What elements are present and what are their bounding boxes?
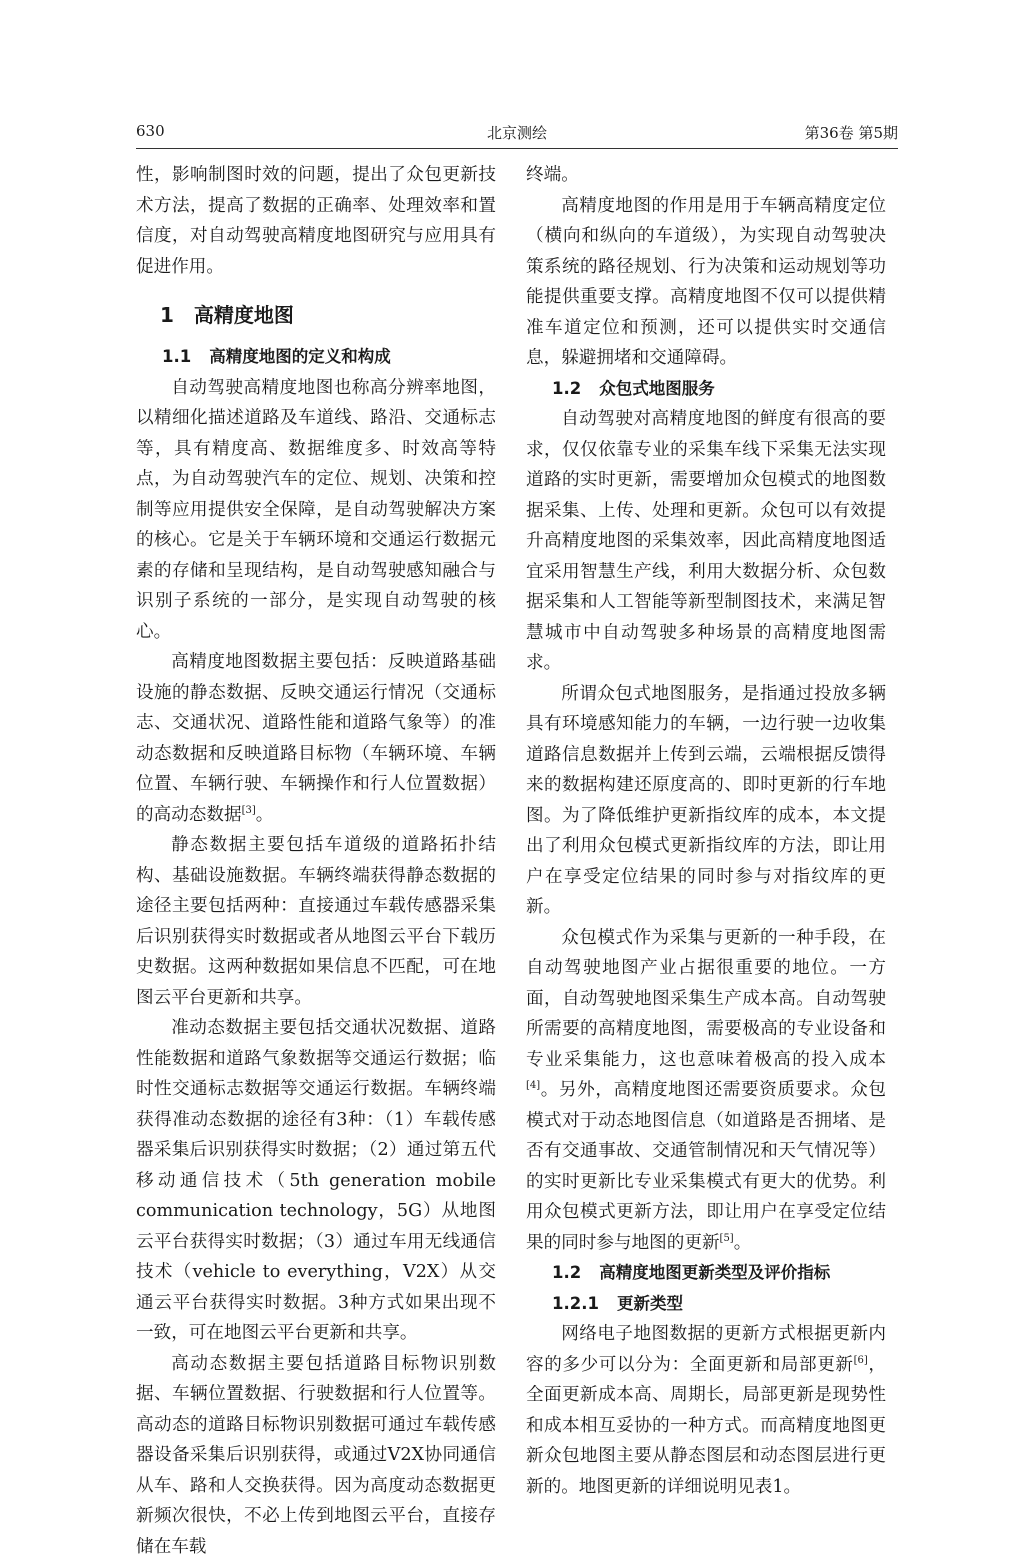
subsection-title: 众包式地图服务	[599, 379, 715, 398]
paragraph: 自动驾驶对高精度地图的鲜度有很高的要求，仅仅依靠专业的采集车线下采集无法实现道路的实时更新，需要增加众包模式的地图数据采集、上传、处理和更新。众包可以有效提升高精度地图的采集效率，因此高精度地图适宜采用智慧生产线，利用大数据分析、众包数据采集和人工智能等新型制图技术，来满足智慧城市中自动驾驶多种场景的高精度地图需求。	[526, 404, 886, 679]
section-number: 1	[160, 303, 174, 327]
left-column	[136, 160, 496, 1562]
citation: [6]	[854, 1355, 868, 1366]
paragraph-text: 。另外，高精度地图还需要资质要求。众包模式对于动态地图信息（如道路是否拥堵、是否有交通事故、交通管制情况和天气情况等）的实时更新比专业采集模式有更大的优势。利用众包模式更新方法，即让用户在享受定位结果的同时参与地图的更新	[526, 1080, 886, 1253]
right-column	[526, 160, 886, 1502]
paragraph-text: 众包模式作为采集与更新的一种手段，在自动驾驶地图产业占据很重要的地位。一方面，自动驾驶地图采集生产成本高。自动驾驶所需要的高精度地图，需要极高的专业设备和专业采集能力，这也意味着极高的投入成本	[526, 928, 886, 1070]
subsection-title: 高精度地图更新类型及评价指标	[599, 1263, 830, 1282]
paragraph: 性，影响制图时效的问题，提出了众包更新技术方法，提高了数据的正确率、处理效率和置信度，对自动驾驶高精度地图研究与应用具有促进作用。	[136, 160, 496, 282]
paragraph	[526, 1319, 886, 1502]
citation: [5]	[720, 1233, 734, 1244]
citation: [3]	[242, 805, 256, 816]
subsubsection-heading	[526, 1289, 886, 1320]
paragraph: 所谓众包式地图服务，是指通过投放多辆具有环境感知能力的车辆，一边行驶一边收集道路信息数据并上传到云端，云端根据反馈得来的数据构建还原度高的、即时更新的行车地图。为了降低维护更新指纹库的成本，本文提出了利用众包模式更新指纹库的方法，即让用户在享受定位结果的同时参与对指纹库的更新。	[526, 679, 886, 923]
section-title: 高精度地图	[194, 303, 294, 327]
running-header	[136, 120, 898, 149]
subsubsection-number: 1.2.1	[552, 1294, 599, 1313]
paragraph-text: 。	[256, 805, 274, 825]
section-heading	[136, 298, 496, 332]
paragraph	[136, 647, 496, 830]
paragraph	[526, 923, 886, 1259]
journal-name: 北京测绘	[136, 122, 898, 143]
paragraph-text: 网络电子地图数据的更新方式根据更新内容的多少可以分为：全面更新和局部更新	[526, 1324, 886, 1375]
page-number: 630	[136, 122, 165, 140]
subsection-heading	[136, 342, 496, 373]
paragraph: 高精度地图的作用是用于车辆高精度定位（横向和纵向的车道级），为实现自动驾驶决策系统的路径规划、行为决策和运动规划等功能提供重要支撑。高精度地图不仅可以提供精准车道定位和预测，还可以提供实时交通信息，躲避拥堵和交通障碍。	[526, 191, 886, 374]
paragraph-text: ，全面更新成本高、周期长，局部更新是现势性和成本相互妥协的一种方式。而高精度地图更新众包地图主要从静态图层和动态图层进行更新的。地图更新的详细说明见表1。	[526, 1355, 886, 1497]
subsection-title: 高精度地图的定义和构成	[209, 347, 391, 366]
subsection-heading	[526, 374, 886, 405]
subsection-heading	[526, 1258, 886, 1289]
subsubsection-title: 更新类型	[617, 1294, 683, 1313]
volume-issue: 第36卷 第5期	[805, 122, 898, 143]
subsection-number: 1.2	[552, 379, 581, 398]
citation: [4]	[526, 1080, 540, 1091]
paragraph: 静态数据主要包括车道级的道路拓扑结构、基础设施数据。车辆终端获得静态数据的途径主要包括两种：直接通过车载传感器采集后识别获得实时数据或者从地图云平台下载历史数据。这两种数据如果信息不匹配，可在地图云平台更新和共享。	[136, 830, 496, 1013]
paragraph-text: 高精度地图数据主要包括：反映道路基础设施的静态数据、反映交通运行情况（交通标志、交通状况、道路性能和道路气象等）的准动态数据和反映道路目标物（车辆环境、车辆位置、车辆行驶、车辆操作和行人位置数据）的高动态数据	[136, 652, 496, 825]
paragraph: 自动驾驶高精度地图也称高分辨率地图，以精细化描述道路及车道线、路沿、交通标志等，具有精度高、数据维度多、时效高等特点，为自动驾驶汽车的定位、规划、决策和控制等应用提供安全保障，是自动驾驶解决方案的核心。它是关于车辆环境和交通运行数据元素的存储和呈现结构，是自动驾驶感知融合与识别子系统的一部分，是实现自动驾驶的核心。	[136, 373, 496, 648]
paragraph-text: 。	[734, 1233, 752, 1253]
subsection-number: 1.1	[162, 347, 191, 366]
subsection-number: 1.2	[552, 1263, 581, 1282]
paragraph: 准动态数据主要包括交通状况数据、道路性能数据和道路气象数据等交通运行数据；临时性交通标志数据等交通运行数据。车辆终端获得准动态数据的途径有3种：（1）车载传感器采集后识别获得实时数据；（2）通过第五代移动通信技术（5th generation mobile communication technology，5G）从地图云平台获得实时数据；（3）通过车用无线通信技术（vehicle to everything，V2X）从交通云平台获得实时数据。3种方式如果出现不一致，可在地图云平台更新和共享。	[136, 1013, 496, 1349]
paragraph: 高动态数据主要包括道路目标物识别数据、车辆位置数据、行驶数据和行人位置等。高动态的道路目标物识别数据可通过车载传感器设备采集后识别获得，或通过V2X协同通信从车、路和人交换获得。因为高度动态数据更新频次很快，不必上传到地图云平台，直接存储在车载	[136, 1349, 496, 1562]
paragraph: 终端。	[526, 160, 886, 191]
